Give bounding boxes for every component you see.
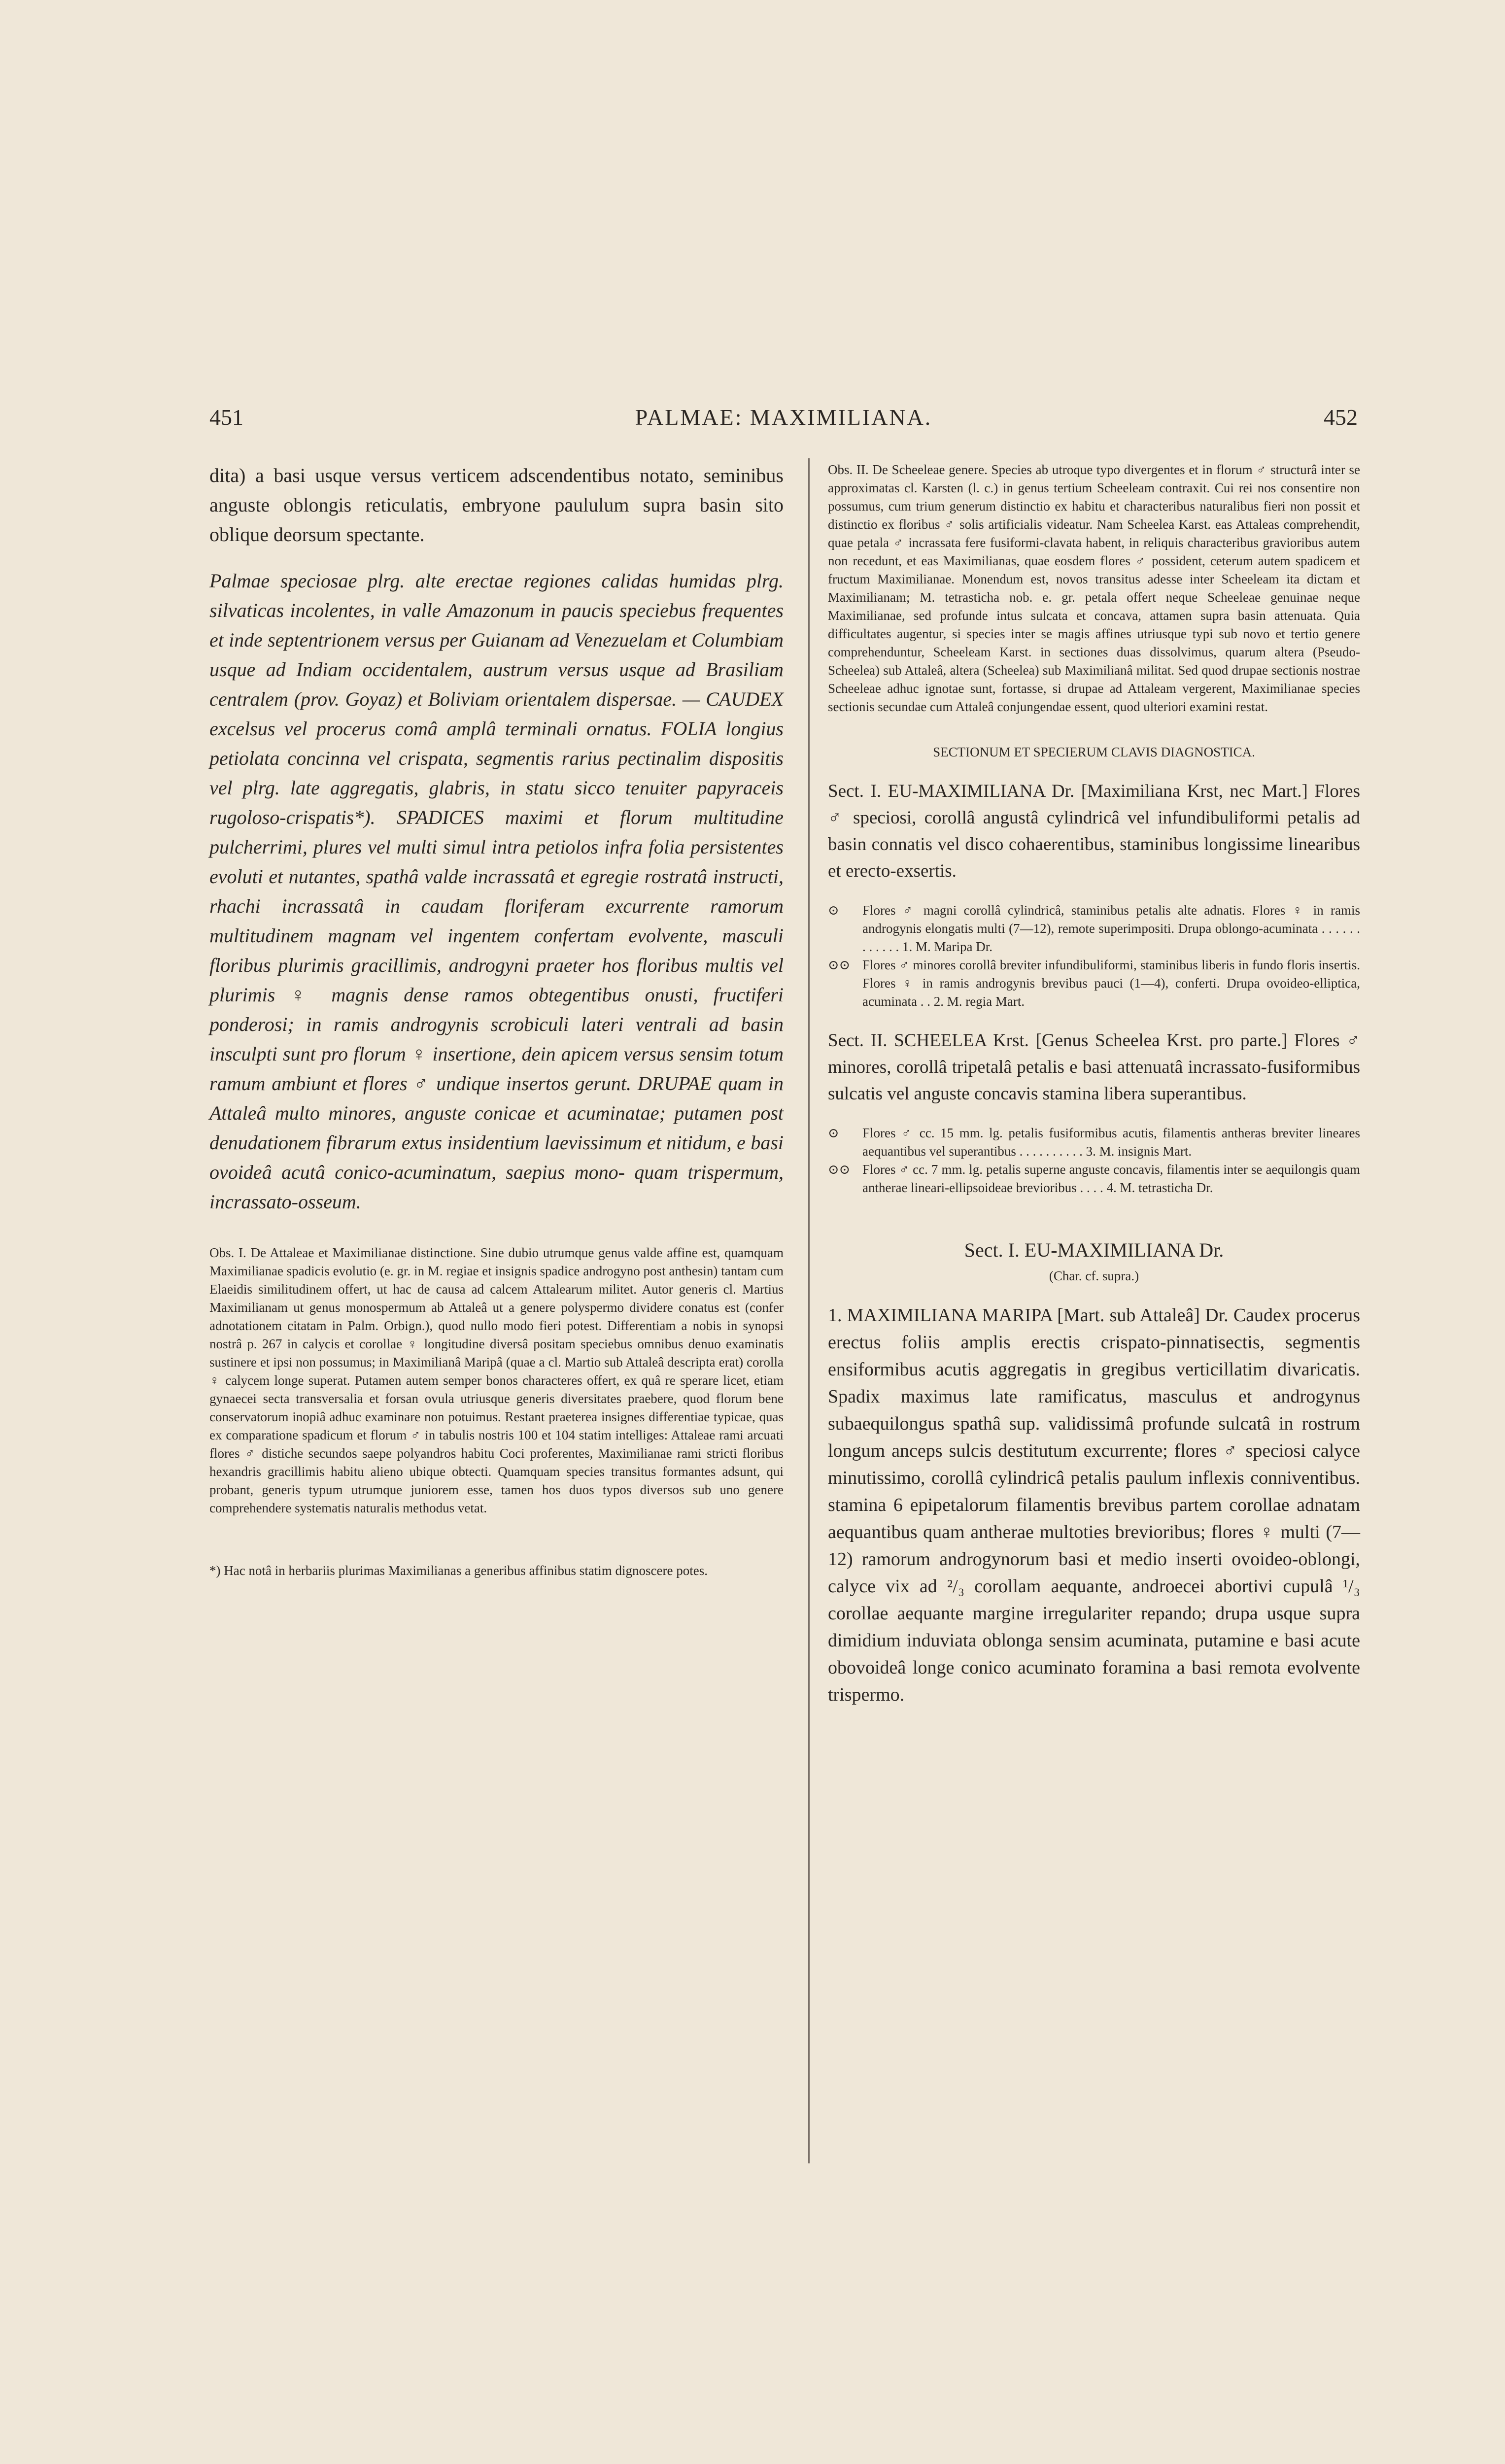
page-number-left: 451 (209, 405, 243, 430)
section-one-key: Sect. I. EU-MAXIMILIANA Dr. [Maximiliana Krst, nec Mart.] Flores ♂ speciosi, corollâ angustâ cylindricâ vel infundibuliformi petalis ad basin connatis vel disco cohaerentibus, staminibus longissime linearibus et erecto-exsertis. (828, 781, 1360, 881)
key-entry-one (828, 901, 1360, 956)
key-entry-four-text: Flores ♂ cc. 7 mm. lg. petalis superne anguste concavis, filamentis inter se aequilongis quam antherae lineari-ellipsoideae brevioribus . . . . 4. M. tetrasticha Dr. (862, 1162, 1360, 1195)
observation-two: Obs. II. De Scheeleae genere. Species ab utroque typo divergentes et in florum ♂ structurâ inter se approximatas cl. Karsten (l. c.) in genus tertium Scheeleam contraxit. Cui rei nos consentire non possumus, cum trium generum distinctio ex habitu et characteribus naturalibus fieri non possit et distinctio ex floribus ♂ solis artificialis videatur. Nam Scheelea Karst. eas Attaleas comprehendit, quae petala ♂ incrassata fere fusiformi-clavata habent, in reliquis characteribus gravioribus autem non recedunt, et eas Maximilianas, quae eosdem flores ♂ possident, ceterum autem spadicem et fructum Maximilianae. Monendum est, novos transitus adesse inter Scheeleam ita dictam et Maximilianam; M. tetrasticha nob. e. gr. petala offert neque Scheeleae genuinae neque Maximilianae, sed profunde intus sulcata et concava, attamen supra basin attenuata. Quia difficultates augentur, si species inter se magis affines utriusque typi sub novo et tertio genere comprehenduntur, Scheeleam Karst. in sectiones duas dissolvimus, quarum altera (Pseudo-Scheelea) sub Attaleâ, altera (Scheelea) sub Maximilianâ militat. Sed quod drupae sectionis nostrae Scheeleae adhuc ignotae sunt, fortasse, si drupae ad Attaleam vergerent, Maximilianae species sectionis secundae cum Attaleâ conjungendae essent, quod ulteriori examini restat. (828, 462, 1360, 714)
species-description: 1. MAXIMILIANA MARIPA [Mart. sub Attaleâ] Dr. Caudex procerus erectus foliis amplis erectis crispato-pinnatisectis, segmentis ensiformibus acutis aggregatis in gregibus verticillatim divaricatis. Spadix maximus late ramificatus, masculus et androgynus subaequilongus spathâ sup. validissimâ profunde sulcatâ in rostrum longum anceps sulcis destitutum excurrente; flores ♂ speciosi calyce minutissimo, corollâ cylindricâ petalis paulum inflexis conniventibus. stamina 6 epipetalorum filamentis brevibus partem corollae adnatam aequantibus quam antherae multoties brevioribus; flores ♀ multi (7—12) ramorum androgynorum basi et medio inserti ovoideo-oblongi, calyce vix ad ²/₃ corollam aequante, androecei abortivi cupulâ ¹/₃ corollae aequante margine irregulariter repando; drupa usque supra dimidium induviata oblonga sensim acuminata, putamine e basi acute obovoideâ longe conico acuminato foramina a basi remota evolvente trispermo. (828, 1305, 1360, 1705)
footnote: *) Hac notâ in herbariis plurimas Maximilianas a generibus affinibus statim dignoscere potes. (209, 1563, 708, 1578)
clavis-title: SECTIONUM ET SPECIERUM CLAVIS DIAGNOSTICA. (933, 745, 1255, 759)
genus-description-end: dita) a basi usque versus verticem adscendentibus notato, seminibus anguste oblongis reticulatis, embryone paululum supra basin sito oblique deorsum spectante. (209, 464, 784, 546)
single-circle-icon: ⊙ (828, 1126, 839, 1140)
page-number-right: 452 (1324, 405, 1358, 430)
left-column (209, 461, 784, 1580)
section-two-key: Sect. II. SCHEELEA Krst. [Genus Scheelea Krst. pro parte.] Flores ♂ minores, corollâ tripetalâ petalis e basi attenuatâ incrassato-fusiformibus sulcatis vel anguste concavis stamina libera superantibus. (828, 1030, 1360, 1104)
column-divider (808, 458, 810, 2163)
observation-one: Obs. I. De Attaleae et Maximilianae distinctione. Sine dubio utrumque genus valde affine est, quamquam Maximilianae spadicis evolutio (e. gr. in M. regiae et insignis spadice androgyno post anthesin) tantam cum Elaeidis similitudinem offert, ut hac de causa ad calcem Attalearum militet. Autor generis cl. Martius Maximilianam ut genus monospermum ab Attaleâ ut a genere polyspermo dividere conatus est (confer adnotationem citatam in Palm. Orbign.), quod nullo modo fieri potest. Differentiam a nobis in synopsi nostrâ p. 267 in calycis et corollae ♀ longitudine diversâ positam speciebus omnibus denuo examinatis sustinere et ipsi non possumus; in Maximilianâ Maripâ (quae a cl. Martio sub Attaleâ descripta erat) corolla ♀ calycem longe superat. Putamen autem semper bonos characteres offert, ex quâ re sperare licet, etiam gynaecei secta transversalia et forsan ovula utriusque generis diversitates praebere, quod florum bene conservatorum inopiâ adhuc examinare non potuimus. Restant praeterea insignes differentiae typicae, quas ex comparatione spadicum et florum ♂ in tabulis nostris 100 et 104 statim intelliges: Attaleae rami arcuati flores ♂ distiche secundos saepe polyandros habitu Coci proferentes, Maximilianae rami stricti floribus hexandris gracillimis habitu alieno ubique obtecti. Quamquam species transitus formantes adsunt, qui probant, generis typum utrumque juniorem esse, tamen hos duos typos diversos sub uno genere comprehendere systematis naturalis methodus vetat. (209, 1245, 784, 1515)
single-circle-icon: ⊙ (828, 903, 839, 918)
section-heading: Sect. I. EU-MAXIMILIANA Dr. (964, 1239, 1224, 1261)
key-entry-two (828, 956, 1360, 1011)
key-entry-three-text: Flores ♂ cc. 15 mm. lg. petalis fusiformibus acutis, filamentis antheras breviter lineares aequantibus vel superantibus . . . . . . . . . . 3. M. insignis Mart. (862, 1126, 1360, 1159)
right-column (828, 461, 1360, 1709)
double-circle-icon: ⊙⊙ (828, 1162, 851, 1177)
key-entry-four (828, 1161, 1360, 1197)
running-title: PALMAE: MAXIMILIANA. (635, 405, 932, 430)
key-entry-three (828, 1124, 1360, 1161)
page-header (209, 404, 1358, 434)
key-entry-one-text: Flores ♂ magni corollâ cylindricâ, staminibus petalis alte adnatis. Flores ♀ in ramis androgynis elongatis multi (7—12), remote superimpositi. Drupa oblongo-acuminata . . . . . . . . . . . . 1. M. Maripa Dr. (862, 903, 1360, 954)
section-subheading: (Char. cf. supra.) (1049, 1268, 1139, 1283)
double-circle-icon: ⊙⊙ (828, 958, 851, 972)
key-entry-two-text: Flores ♂ minores corollâ breviter infundibuliformi, staminibus liberis in fundo floris insertis. Flores ♀ in ramis androgynis brevibus pauci (1—4), conferti. Drupa ovoideo-elliptica, acuminata . . 2. M. regia Mart. (862, 958, 1360, 1009)
genus-distribution-text: Palmae speciosae plrg. alte erectae regiones calidas humidas plrg. silvaticas incolentes, in valle Amazonum in paucis speciebus frequentes et inde septentrionem versus per Guianam ad Venezuelam et Columbiam usque ad Indiam occidentalem, austrum versus usque ad Brasiliam centralem (prov. Goyaz) et Boliviam orientalem dispersae. — CAUDEX excelsus vel procerus comâ amplâ terminali ornatus. FOLIA longius petiolata concinna vel crispata, segmentis rarius pectinalim dispositis vel plrg. late aggregatis, glabris, in statu sicco tenuiter papyraceis rugoloso-crispatis*). SPADICES maximi et florum multitudine pulcherrimi, plures vel multi simul intra petiolos infra folia persistentes evoluti et nutantes, spathâ valde incrassatâ et egregie rostratâ instructi, rhachi incrassatâ in caudam floriferam excurrente ramorum multitudinem magnam vel ingentem confertam evolvente, masculi floribus plurimis gracillimis, androgyni praeter hos floribus multis vel plurimis ♀ magnis dense ramos obtegentibus onusti, fructiferi ponderosi; in ramis androgynis scrobiculi lateri ventrali ad basin insculpti sunt pro florum ♀ insertione, dein apicem versus sensim totum ramum ambiunt et flores ♂ undique insertos gerunt. DRUPAE quam in Attaleâ multo minores, anguste conicae et acuminatae; putamen post denudationem fibrarum extus insidentium laevissimum et nitidum, e basi ovoideâ acutâ conico-acuminatum, saepius mono- quam trispermum, incrassato-osseum. (209, 570, 784, 1213)
